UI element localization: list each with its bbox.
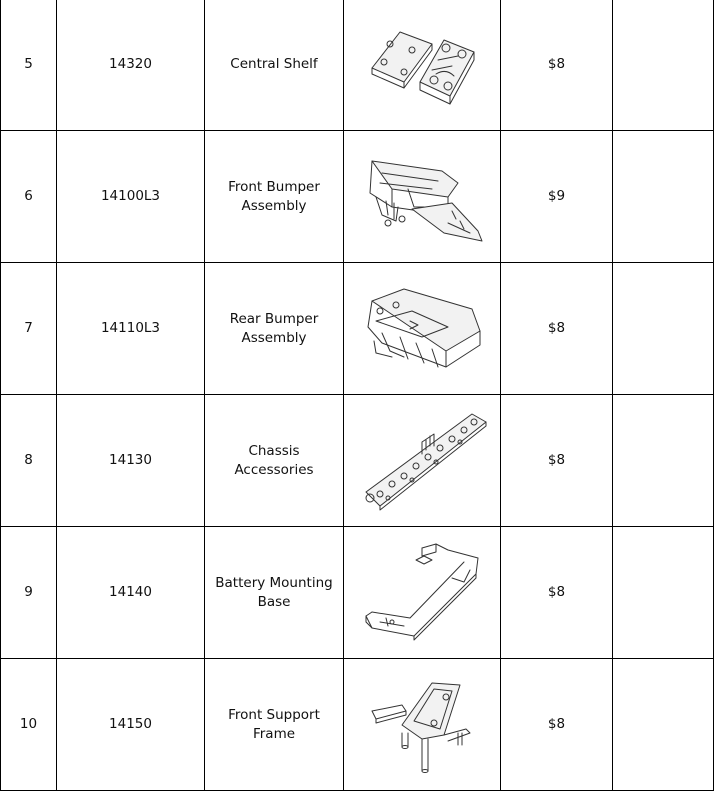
rear-bumper-part-drawing (352, 281, 492, 377)
table-row (1, 263, 714, 395)
table-row (1, 395, 714, 527)
empty-cell (613, 0, 714, 131)
table-row (1, 527, 714, 659)
part-price: $8 (501, 527, 613, 659)
part-image-cell (344, 263, 501, 395)
empty-cell (613, 659, 714, 791)
empty-cell (613, 263, 714, 395)
item-number: 6 (1, 131, 57, 263)
part-code: 14110L3 (57, 263, 205, 395)
part-name: Chassis Accessories (205, 395, 344, 527)
part-image-cell (344, 527, 501, 659)
part-code: 14140 (57, 527, 205, 659)
battery-mount-part-drawing (352, 538, 492, 648)
part-price: $8 (501, 395, 613, 527)
front-support-frame-part-drawing (362, 675, 482, 775)
part-price: $9 (501, 131, 613, 263)
table-row (1, 659, 714, 791)
empty-cell (613, 527, 714, 659)
empty-cell (613, 395, 714, 527)
central-shelf-part-drawing (362, 20, 482, 110)
front-bumper-part-drawing (352, 149, 492, 245)
part-name: Central Shelf (205, 0, 344, 131)
table-row (1, 0, 714, 131)
chassis-accessories-part-drawing (352, 406, 492, 516)
part-name: Front Bumper Assembly (205, 131, 344, 263)
part-name: Front Support Frame (205, 659, 344, 791)
part-code: 14320 (57, 0, 205, 131)
item-number: 10 (1, 659, 57, 791)
part-image-cell (344, 131, 501, 263)
part-image-cell (344, 395, 501, 527)
part-price: $8 (501, 659, 613, 791)
part-image-cell (344, 659, 501, 791)
part-name: Battery Mounting Base (205, 527, 344, 659)
item-number: 8 (1, 395, 57, 527)
part-code: 14150 (57, 659, 205, 791)
part-name: Rear Bumper Assembly (205, 263, 344, 395)
table-row (1, 131, 714, 263)
part-price: $8 (501, 0, 613, 131)
item-number: 9 (1, 527, 57, 659)
part-price: $8 (501, 263, 613, 395)
empty-cell (613, 131, 714, 263)
item-number: 7 (1, 263, 57, 395)
item-number: 5 (1, 0, 57, 131)
part-image-cell (344, 0, 501, 131)
part-code: 14100L3 (57, 131, 205, 263)
part-code: 14130 (57, 395, 205, 527)
